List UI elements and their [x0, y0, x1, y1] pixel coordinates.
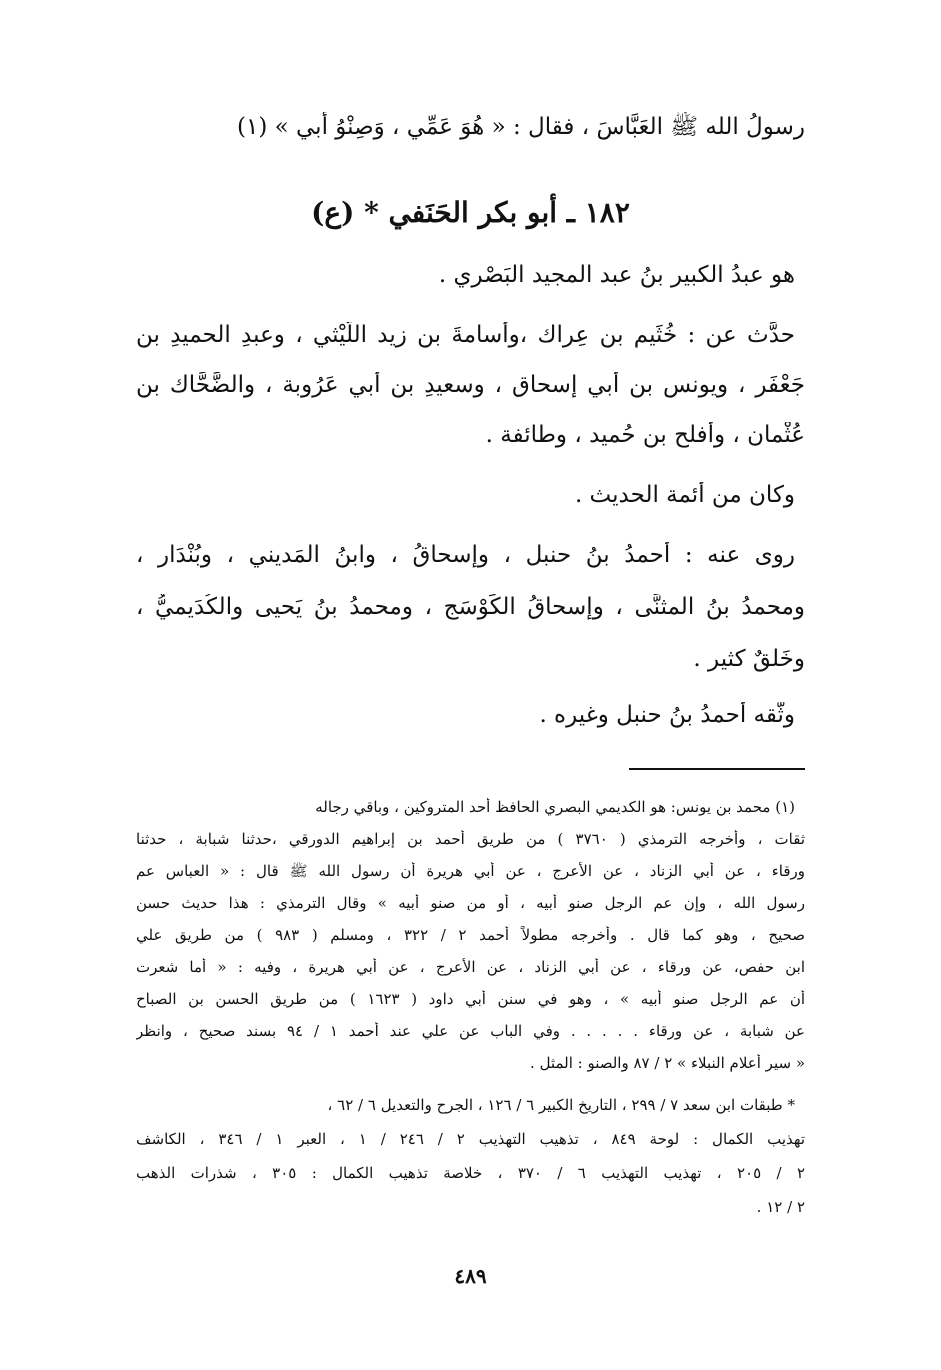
page-number: ٤٨٩	[454, 1264, 487, 1288]
footnote-line: (١) محمد بن يونس: هو الكديمي البصري الحافظ أحد المتروكين ، وباقي رجاله	[315, 798, 795, 816]
sources-line: ٢ / ١٢ .	[756, 1198, 805, 1216]
footnote-line: ورقاء ، عن أبي الزناد ، عن الأعرج ، عن أبي هريرة أن رسول الله ﷺ قال : « العباس عم	[136, 862, 805, 880]
footnote-line: رسول الله ، وإن عم الرجل صنو أبيه ، أو من صنو أبيه » وقال الترمذي : هذا حديث حسن	[136, 894, 805, 912]
students-line-2: ومحمدُ بنُ المثنَّى ، وإسحاقُ الكَوْسَج ، ومحمدُ بنُ يَحيى والكُدَيميُّ ،	[136, 594, 805, 620]
sources-line: تهذيب الكمال : لوحة ٨٤٩ ، تذهيب التهذيب ٢ / ٢٤٦ / ١ ، العبر ١ / ٣٤٦ ، الكاشف	[136, 1130, 805, 1148]
continuation-line: رسولُ الله ﷺ العَبَّاسَ ، فقال : « هُوَ عَمِّي ، وَصِنْوُ أبي » (١)	[237, 114, 805, 140]
footnote-line: أن عم الرجل صنو أبيه » ، وهو في سنن أبي داود ( ١٦٢٣ ) من طريق الحسن بن الصباح	[136, 990, 805, 1008]
teachers-line-2: جَعْفَر ، ويونس بنِ أبي إسحاق ، وسعيدِ بنِ أبي عَرُوبة ، والضَّحَّاك بنِ	[136, 372, 805, 398]
intro-paragraph: هو عبدُ الكبير بنُ عبد المجيد البَصْري .	[438, 262, 795, 288]
footnote-line: « سير أعلام النبلاء » ٢ / ٨٧ والصنو : المثل .	[530, 1054, 805, 1072]
tawthiq-paragraph: وثَّقه أحمدُ بنُ حنبل وغيره .	[539, 702, 795, 728]
footnote-separator	[629, 768, 805, 770]
teachers-line-1: حدَّث عن : خُثَيم بن عِراك ،وأُسامةَ بن زيد اللَّيْثي ، وعبدِ الحميدِ بنِ	[136, 322, 795, 348]
students-line-1: روى عنه : أحمدُ بنُ حنبل ، وإسحاقُ ، وابنُ المَديني ، وبُنْدَار ،	[136, 542, 795, 568]
teachers-line-3: عُثْمان ، وأفلح بنِ حُميد ، وطائفة .	[485, 422, 805, 448]
students-line-3: وخَلقٌ كثير .	[693, 646, 805, 672]
sources-line: * طبقات ابن سعد ٧ / ٢٩٩ ، التاريخ الكبير ٦ / ١٢٦ ، الجرح والتعديل ٦ / ٦٢ ،	[327, 1096, 795, 1114]
footnote-line: ثقات ، وأخرجه الترمذي ( ٣٧٦٠ ) من طريق أحمد بن إبراهيم الدورقي ،حدثنا شبابة ، حدثنا	[136, 830, 805, 848]
footnote-line: صحيح ، وهو كما قال . وأخرجه مطولاً أحمد ٢ / ٣٢٢ ، ومسلم ( ٩٨٣ ) من طريق علي	[136, 926, 805, 944]
biography-heading: ١٨٢ ـ أبو بكر الحَنَفي * (ع)	[311, 196, 630, 229]
sources-line: ٢ / ٢٠٥ ، تهذيب التهذيب ٦ / ٣٧٠ ، خلاصة تذهيب الكمال : ٣٠٥ ، شذرات الذهب	[136, 1164, 805, 1182]
footnote-line: عن شبابة ، عن ورقاء . . . . . وفي الباب عن علي عند أحمد ١ / ٩٤ بسند صحيح ، وانظر	[136, 1022, 805, 1040]
footnote-line: ابن حفص، عن ورقاء ، عن أبي الزناد ، عن الأعرج ، عن أبي هريرة ، وفيه : « أما شعرت	[136, 958, 805, 976]
imam-paragraph: وكان من أئمة الحديث .	[574, 482, 795, 508]
